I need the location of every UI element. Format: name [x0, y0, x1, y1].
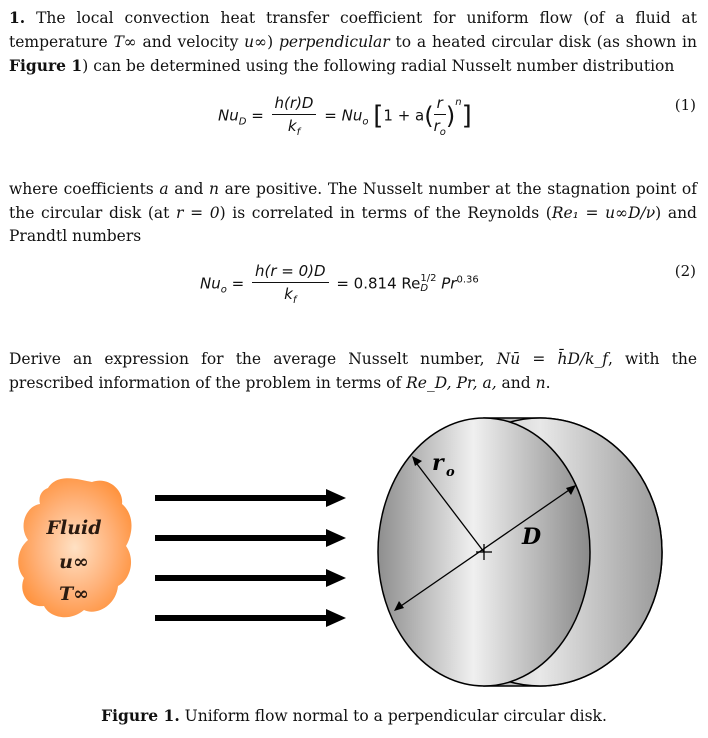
- figure-1: [0, 410, 708, 700]
- eq2-re-sub: D: [420, 283, 429, 294]
- t-inf-label: T∞: [59, 583, 89, 605]
- eq1-ro-sub: o: [439, 127, 446, 138]
- coeff-text-c: are positive. The Nusselt number at the stagnation point of the circular disk (at: [9, 180, 697, 222]
- task-n: n: [535, 373, 546, 392]
- eq1-r: r: [434, 94, 446, 115]
- figure-caption: [0, 706, 708, 725]
- eq1-nu-o: Nu: [341, 106, 363, 125]
- intro-text-d: to a heated circular disk (as shown in: [389, 32, 697, 51]
- intro-text-a: The local convection heat transfer coefficient for uniform flow (of a fluid at temperature: [9, 9, 697, 51]
- eq1-lhs: Nu: [218, 106, 239, 125]
- reynolds-definition: Re₁ = u∞D/ν: [551, 203, 656, 222]
- eq2-pr: Pr: [441, 274, 457, 293]
- u-infinity: u∞: [244, 32, 268, 51]
- eq2-re-script: [420, 274, 436, 294]
- coeff-a: a: [159, 180, 169, 198]
- eq2-coefficient: = 0.814 Re: [336, 274, 421, 293]
- eq2-fraction: [252, 262, 329, 306]
- figure-reference: Figure 1: [9, 56, 83, 75]
- d-label: D: [522, 524, 542, 550]
- coeff-text-e: ) and Prandtl numbers: [9, 203, 697, 245]
- eq2-lhs-sub: o: [220, 284, 227, 296]
- fluid-label: Fluid: [46, 517, 102, 539]
- flow-arrows: [155, 489, 346, 627]
- intro-text-c: ): [267, 32, 279, 51]
- caption-label: Figure 1.: [101, 706, 180, 725]
- equation-2: $Nu_o$ = $\frac{h(r = 0)D}{k_f}$ = 0.814 Re 1/2 D $Pr^{0.36}$: [200, 262, 479, 306]
- coeff-text-b: and: [168, 180, 209, 198]
- eq1-bracket-text: 1 + a: [383, 106, 425, 125]
- average-nusselt: Nū = h̄D/k_f: [496, 350, 608, 368]
- r-equals-zero: r = 0: [176, 203, 220, 222]
- caption-text: Uniform flow normal to a perpendicular circular disk.: [179, 707, 607, 725]
- ro-sub-label: o: [446, 465, 455, 480]
- task-text-a: Derive an expression for the average Nusselt number,: [9, 350, 497, 368]
- problem-number: 1.: [9, 8, 26, 27]
- task-text-b: , with the prescribed information of the problem in terms of: [9, 350, 697, 392]
- eq2-denominator: k: [284, 285, 293, 303]
- intro-text-b: and velocity: [136, 32, 245, 51]
- problem-intro: [9, 6, 697, 79]
- coeff-n: n: [208, 180, 219, 198]
- eq2-pr-sup: 0.36: [456, 274, 479, 286]
- intro-text-e: ) can be determined using the following radial Nusselt number distribution: [82, 57, 675, 75]
- task-text-d: .: [545, 373, 551, 392]
- perpendicular-word: perpendicular: [278, 32, 390, 51]
- eq1-exponent: n: [455, 96, 462, 108]
- t-infinity: T∞: [113, 32, 137, 51]
- u-inf-label: u∞: [59, 551, 89, 573]
- eq1-nu-o-sub: o: [362, 116, 369, 128]
- eq2-den-sub: f: [292, 295, 297, 306]
- eq2-lhs: Nu: [200, 274, 221, 293]
- eq2-re-sup: 1/2: [420, 273, 437, 284]
- task-vars: Re_D, Pr, a,: [406, 373, 497, 392]
- eq1-ro: r: [433, 117, 440, 135]
- eq1-number: (1): [674, 96, 696, 114]
- eq2-numerator: h(r = 0)D: [252, 262, 329, 283]
- eq1-lhs-sub: D: [238, 116, 247, 128]
- eq2-number: (2): [674, 262, 696, 280]
- eq1-numerator: h(r)D: [272, 94, 317, 115]
- problem-coefficients: [9, 178, 697, 249]
- coeff-text-a: where coefficients: [9, 180, 160, 198]
- eq1-denominator: k: [287, 117, 297, 135]
- problem-task: [9, 348, 697, 395]
- coeff-text-d: ) is correlated in terms of the Reynolds (: [219, 203, 552, 222]
- eq1-r-fraction: [434, 94, 446, 138]
- eq1-den-sub: f: [296, 127, 301, 138]
- ro-label: r: [432, 450, 444, 476]
- task-text-c: and: [496, 373, 536, 392]
- equation-1: $Nu_D$ = $\frac{h(r)D}{k_f}$ = $Nu_o$ [1 + a( $\frac{r}{r_o}$ )$^n$]: [218, 94, 472, 138]
- eq1-fraction: [272, 94, 317, 138]
